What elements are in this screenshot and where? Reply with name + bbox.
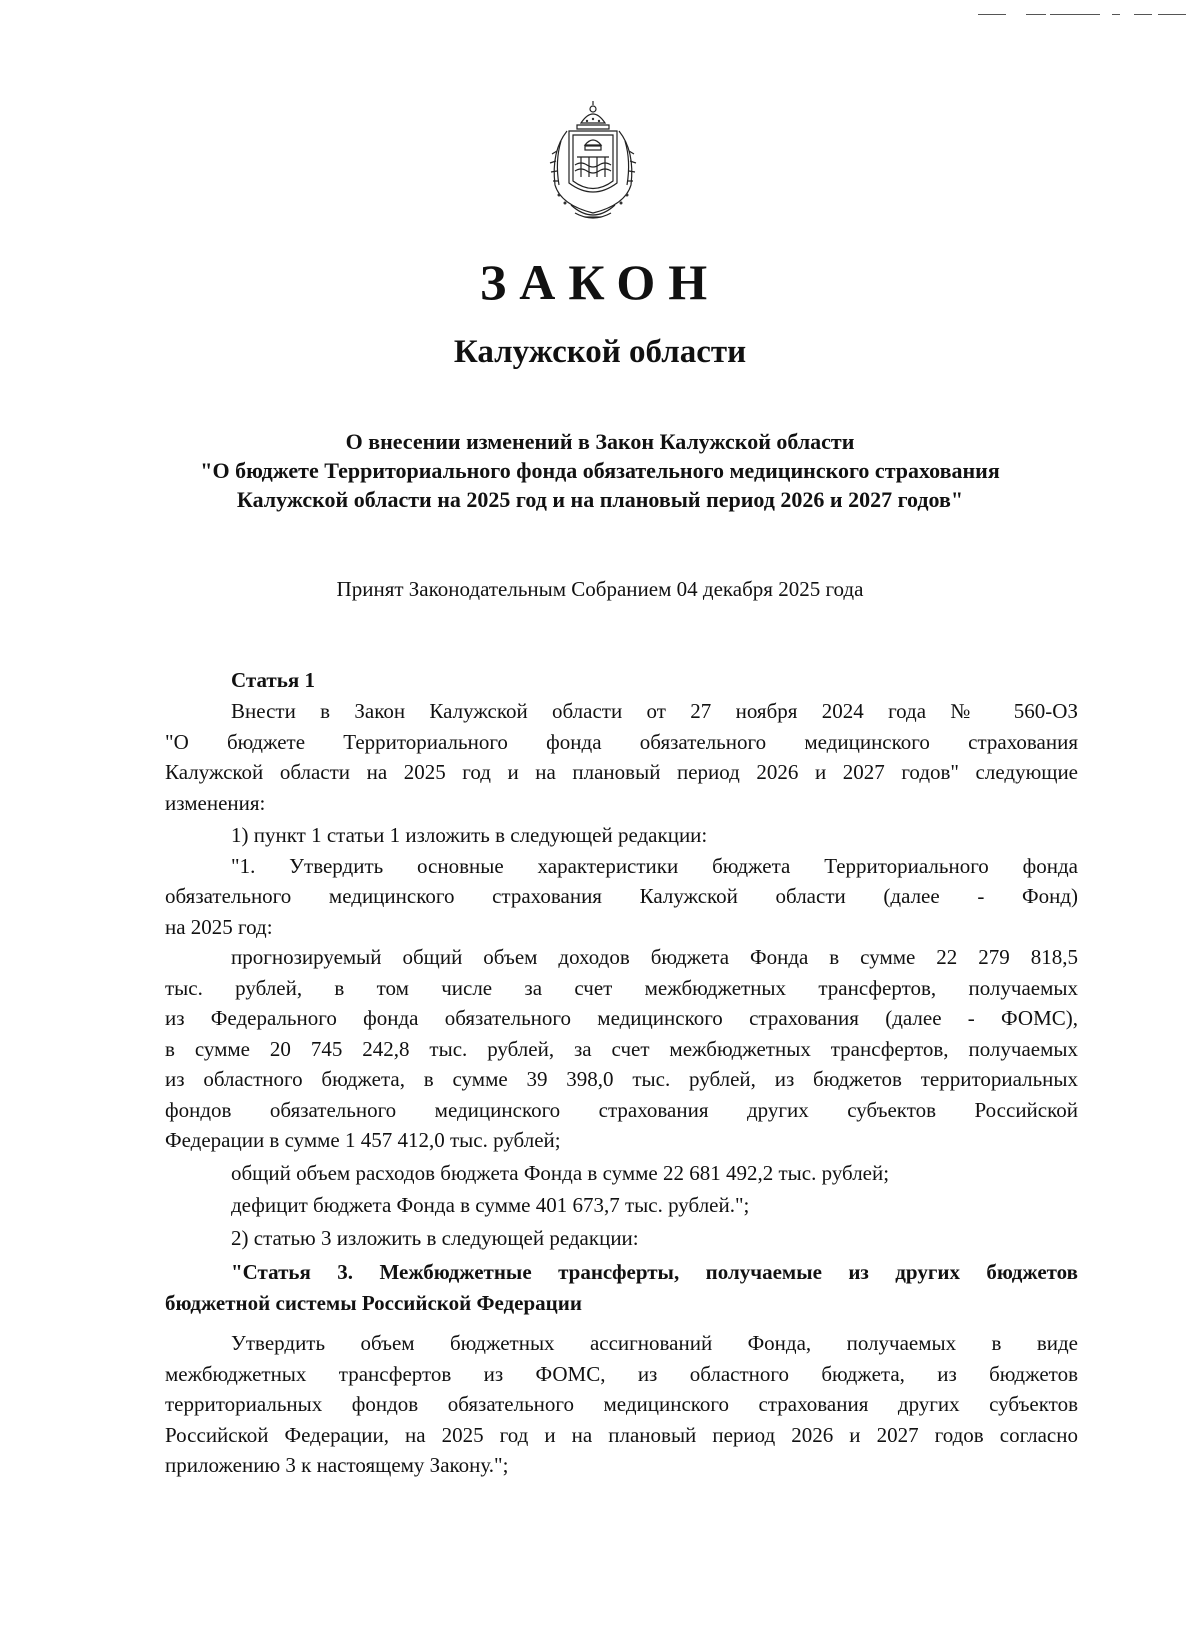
text-line: изменения: (165, 790, 266, 815)
article-3-heading: "Статья 3. Межбюджетные трансферты, получаемые из других бюджетов (231, 1260, 1078, 1284)
law-subject (0, 427, 1200, 514)
amendment-item-1: 1) пункт 1 статьи 1 изложить в следующей редакции: (231, 823, 708, 847)
text-line: территориальных фондов обязательного медицинского страхования других субъектов (165, 1392, 1078, 1416)
document-title: ЗАКОН (479, 254, 721, 310)
scan-marks (978, 14, 1188, 18)
text-line: из областного бюджета, в сумме 39 398,0 тыс. рублей, из бюджетов территориальных (165, 1067, 1078, 1091)
expenses-line: общий объем расходов бюджета Фонда в сумме 22 681 492,2 тыс. рублей; (231, 1160, 890, 1185)
text-line: Калужской области на 2025 год и на плановый период 2026 и 2027 годов" следующие (165, 760, 1078, 784)
deficit-line: дефицит бюджета Фонда в сумме 401 673,7 тыс. рублей."; (231, 1193, 750, 1217)
text-line: фондов обязательного медицинского страхования других субъектов Российской (165, 1097, 1078, 1122)
text-line: тыс. рублей, в том числе за счет межбюджетных трансфертов, получаемых (165, 975, 1078, 1000)
law-subject-line: "О бюджете Территориального фонда обязательного медицинского страхования (200, 458, 1000, 483)
text-line: Федерации в сумме 1 457 412,0 тыс. рублей; (165, 1128, 561, 1152)
adoption-note: Принят Законодательным Собранием 04 декабря 2025 года (336, 577, 864, 601)
text-line: приложению 3 к настоящему Закону."; (165, 1453, 509, 1477)
text-line: на 2025 год: (165, 914, 273, 939)
document-region: Калужской области (453, 334, 747, 370)
text-line: Российской Федерации, на 2025 год и на плановый период 2026 и 2027 годов согласно (165, 1422, 1078, 1447)
text-line: Внести в Закон Калужской области от 27 ноября 2024 года № 560-ОЗ (231, 699, 1078, 723)
text-line: обязательного медицинского страхования Калужской области (далее - Фонд) (165, 884, 1078, 908)
article-3-heading: бюджетной системы Российской Федерации (165, 1290, 582, 1315)
article-1-heading: Статья 1 (231, 668, 315, 692)
kaluga-coat-of-arms-icon (541, 101, 645, 226)
text-line: в сумме 20 745 242,8 тыс. рублей, за счет межбюджетных трансфертов, получаемых (165, 1036, 1078, 1061)
text-line: "1. Утвердить основные характеристики бюджета Территориального фонда (231, 853, 1078, 878)
law-subject-line: О внесении изменений в Закон Калужской области (345, 429, 855, 454)
text-line: "О бюджете Территориального фонда обязательного медицинского страхования (165, 729, 1078, 754)
text-line: Утвердить объем бюджетных ассигнований Фонда, получаемых в виде (231, 1331, 1078, 1355)
law-body (165, 665, 1078, 1481)
text-line: межбюджетных трансфертов из ФОМС, из областного бюджета, из бюджетов (165, 1361, 1078, 1386)
text-line: из Федерального фонда обязательного медицинского страхования (далее - ФОМС), (165, 1006, 1078, 1030)
amendment-item-2: 2) статью 3 изложить в следующей редакции: (231, 1225, 639, 1250)
text-line: прогнозируемый общий объем доходов бюджета Фонда в сумме 22 279 818,5 (231, 945, 1078, 969)
law-subject-line: Калужской области на 2025 год и на плановый период 2026 и 2027 годов" (236, 487, 964, 512)
